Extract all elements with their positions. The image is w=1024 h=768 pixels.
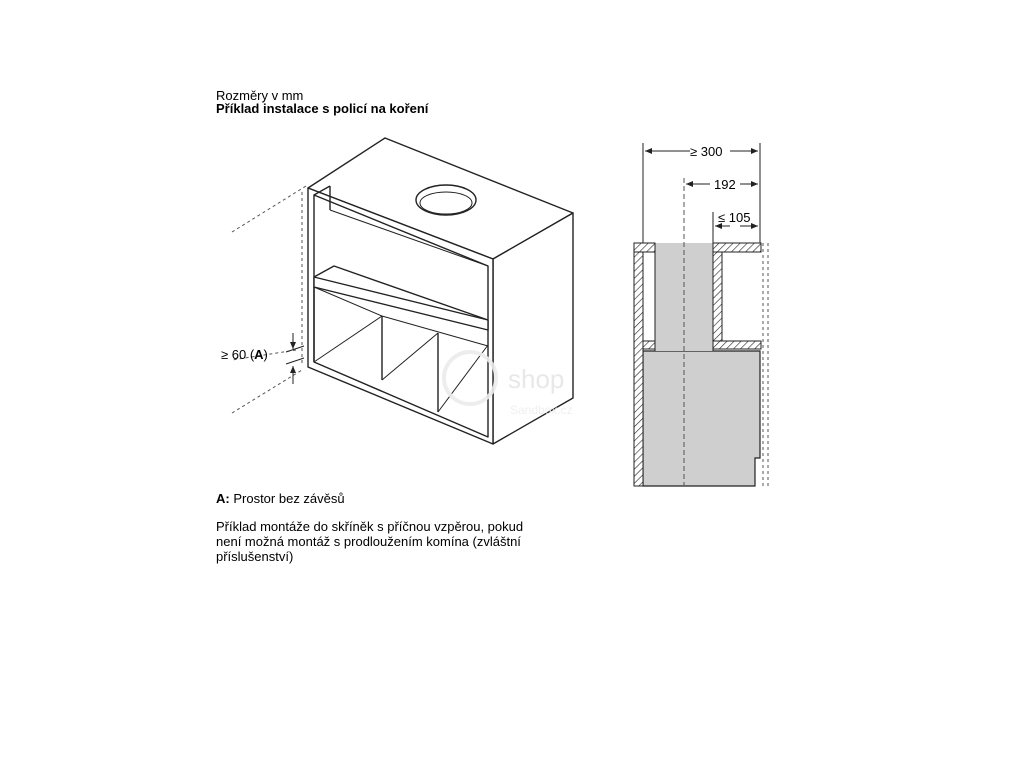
clearance-suffix: ) — [263, 347, 268, 362]
clearance-label — [221, 347, 268, 362]
clearance-prefix: ≥ 60 ( — [221, 347, 255, 362]
legend-text: Prostor bez závěsů — [233, 491, 345, 506]
hood-body — [643, 351, 760, 486]
note-line-1: Příklad montáže do skříněk s příčnou vzpěrou, pokud — [216, 519, 524, 534]
units-label: Rozměry v mm — [216, 88, 304, 103]
watermark-sub: Sandbox.cz — [510, 403, 573, 417]
duct-hole — [416, 185, 476, 215]
clearance-dimension — [286, 333, 304, 384]
dim-label-105: ≤ 105 — [718, 210, 751, 225]
dim-label-192: 192 — [714, 177, 736, 192]
watermark-brand: shop — [508, 364, 565, 394]
legend-key: A: — [216, 491, 230, 506]
dim-label-300: ≥ 300 — [690, 144, 723, 159]
clearance-ref: A — [254, 347, 264, 362]
note-line-3: příslušenství) — [216, 549, 294, 564]
wall-dashed-lines — [232, 186, 306, 413]
section-view — [634, 143, 768, 486]
cabinet-profile-right — [713, 243, 761, 349]
cabinet-isometric — [308, 138, 573, 444]
page-title: Příklad instalace s policí na koření — [216, 101, 429, 116]
note-line-2: není možná montáž s prodloužením komína (zvláštní — [216, 534, 521, 549]
legend-item — [216, 491, 345, 506]
